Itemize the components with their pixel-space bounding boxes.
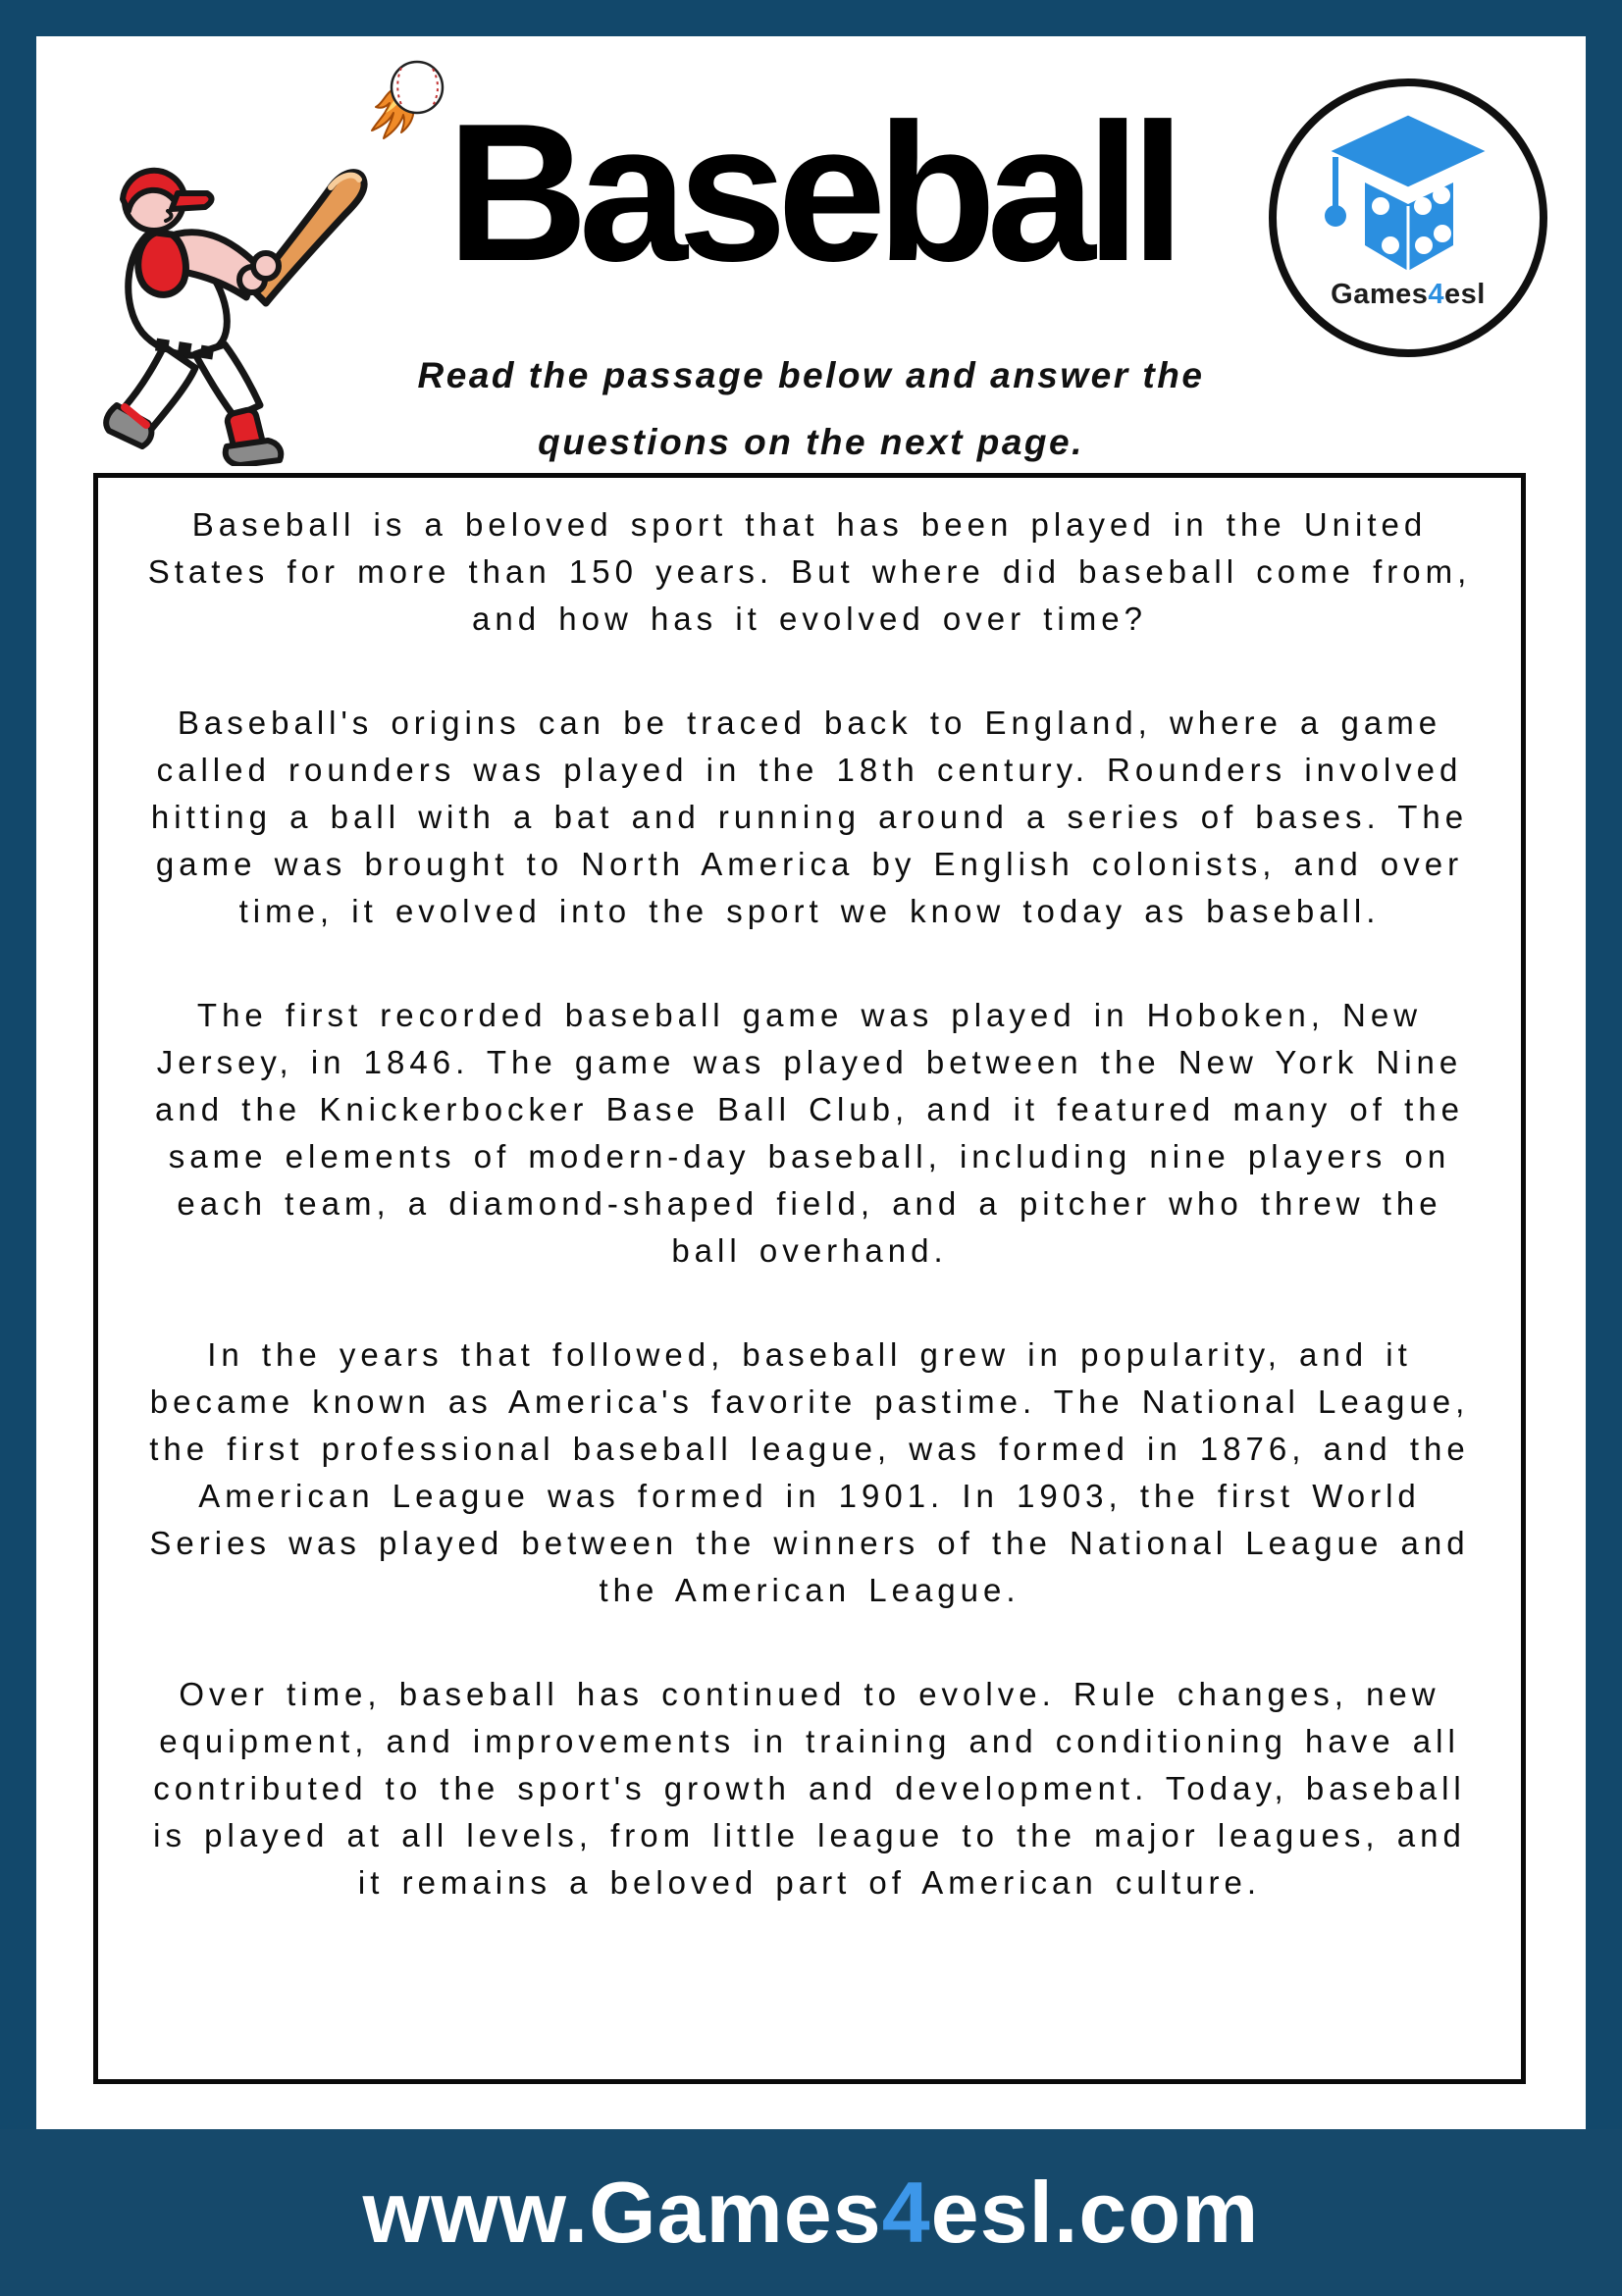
instructions-line-2: questions on the next page. bbox=[538, 422, 1084, 462]
logo-text-accent: 4 bbox=[1428, 279, 1445, 310]
website-url bbox=[362, 2164, 1260, 2261]
instructions-text bbox=[36, 342, 1586, 476]
logo-text-prefix: Games bbox=[1331, 279, 1429, 310]
passage-paragraph-3: The first recorded baseball game was played in Hoboken, New Jersey, in 1846. The game was played between the New York Nine and the Knickerbocker Base Ball Club, and it featured many of the same elements of modern-day baseball, including nine players on each team, a diamond-shaped field, and a pitcher who threw the ball overhand. bbox=[155, 997, 1464, 1269]
instructions-line-1: Read the passage below and answer the bbox=[417, 355, 1205, 395]
worksheet-sheet bbox=[36, 36, 1586, 2129]
footer-band bbox=[0, 2129, 1622, 2296]
passage-paragraph-1: Baseball is a beloved sport that has been played in the United States for more than 150 years. But where did baseball come from, and how has it evolved over time? bbox=[147, 506, 1472, 637]
passage-paragraph-5: Over time, baseball has continued to evolve. Rule changes, new equipment, and improvements in training and conditioning have all contributed to the sport's growth and development. Today, baseball is played at all levels, from little league to the major leagues, and it remains a beloved part of American culture. bbox=[153, 1676, 1466, 1901]
passage-paragraph-4: In the years that followed, baseball grew in popularity, and it became known as America's favorite pastime. The National League, the first professional baseball league, was formed in 1876, and the American League was formed in 1901. In 1903, the first World Series was played between the winners of the National League and the American League. bbox=[149, 1336, 1470, 1608]
page-title: Baseball bbox=[446, 83, 1176, 302]
passage-paragraph-2: Baseball's origins can be traced back to England, where a game called rounders was played in the 18th century. Rounders involved hitting a ball with a bat and running around a series of bases. The game was brought to North America by English colonists, and over time, it evolved into the sport we know today as baseball. bbox=[150, 704, 1469, 929]
graduation-cap-dice-icon bbox=[1304, 96, 1512, 283]
games4esl-logo bbox=[1269, 78, 1547, 357]
reading-passage-box bbox=[93, 473, 1526, 2084]
logo-wordmark bbox=[1277, 279, 1540, 311]
footer-url-prefix: www.Games bbox=[362, 2164, 882, 2261]
footer-url-accent: 4 bbox=[881, 2164, 931, 2261]
footer-url-suffix: esl.com bbox=[930, 2164, 1260, 2261]
logo-text-suffix: esl bbox=[1444, 279, 1486, 310]
